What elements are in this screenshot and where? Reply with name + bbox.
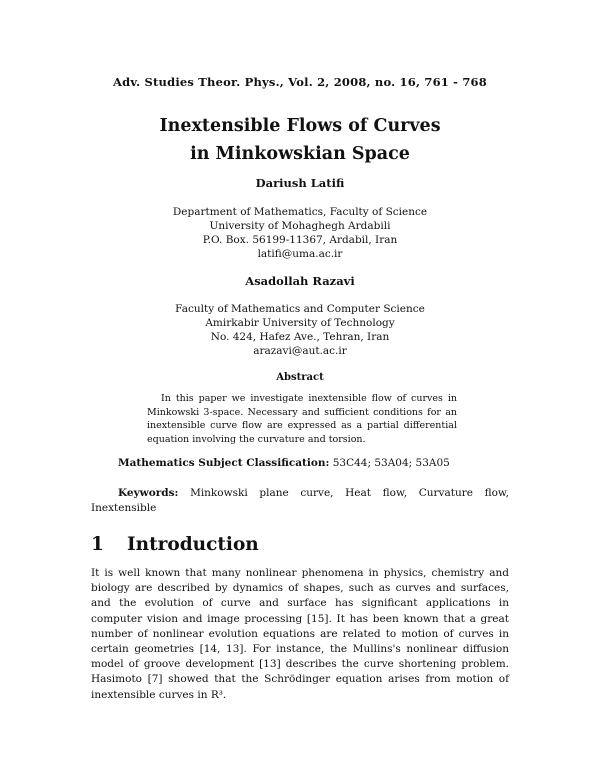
keywords-paragraph [91,486,509,516]
author-name-1: Dariush Latifi [255,176,345,190]
msc-line [118,457,450,469]
introduction-paragraph: It is well known that many nonlinear phenomena in physics, chemistry and biology are described by dynamics of shapes, such as curves and surfaces, and the evolution of curve and surface has significant applications in computer vision and image processing [15]. It has been known that a great number of nonlinear evolution equations are related to motion of curves in certain geometries [14, 13]. For instance, the Mullins's nonlinear diffusion model of groove development [13] describes the curve shortening problem. Hasimoto [7] showed that the Schrödinger equation arises from motion of inextensible curves in R³. [91,567,509,701]
affiliation-line: P.O. Box. 56199-11367, Ardabil, Iran [202,234,398,246]
affiliation-line: No. 424, Hafez Ave., Tehran, Iran [210,331,390,343]
author-email: arazavi@aut.ac.ir [253,345,347,357]
section-number: 1 [91,534,104,555]
journal-citation: Adv. Studies Theor. Phys., Vol. 2, 2008, no. 16, 761 - 768 [113,75,487,89]
keywords-label: Keywords: [118,487,179,499]
keywords-value: Minkowski plane curve, Heat flow, Curvature flow, Inextensible [91,487,509,514]
affiliation-line: Amirkabir University of Technology [205,317,395,329]
author-name-2: Asadollah Razavi [245,274,355,288]
msc-value: 53C44; 53A04; 53A05 [332,457,450,469]
abstract-text: In this paper we investigate inextensible flow of curves in Minkowski 3-space. Necessary and sufficient conditions for an inextensible curve flow are expressed as a partial differential equation involving the curvature and torsion. [147,393,457,445]
author-affiliation-2 [0,302,600,358]
author-email: latifi@uma.ac.ir [257,248,343,260]
section-title: Introduction [127,534,259,555]
affiliation-line: Department of Mathematics, Faculty of Science [172,206,428,218]
paper-title-line-1: Inextensible Flows of Curves [159,116,441,136]
paper-title-line-2: in Minkowskian Space [190,144,410,164]
abstract-heading: Abstract [276,372,324,383]
affiliation-line: University of Mohaghegh Ardabili [209,220,391,232]
msc-label: Mathematics Subject Classification: [118,457,330,469]
affiliation-line: Faculty of Mathematics and Computer Science [175,303,425,315]
section-heading [91,534,259,555]
author-affiliation-1 [0,205,600,261]
